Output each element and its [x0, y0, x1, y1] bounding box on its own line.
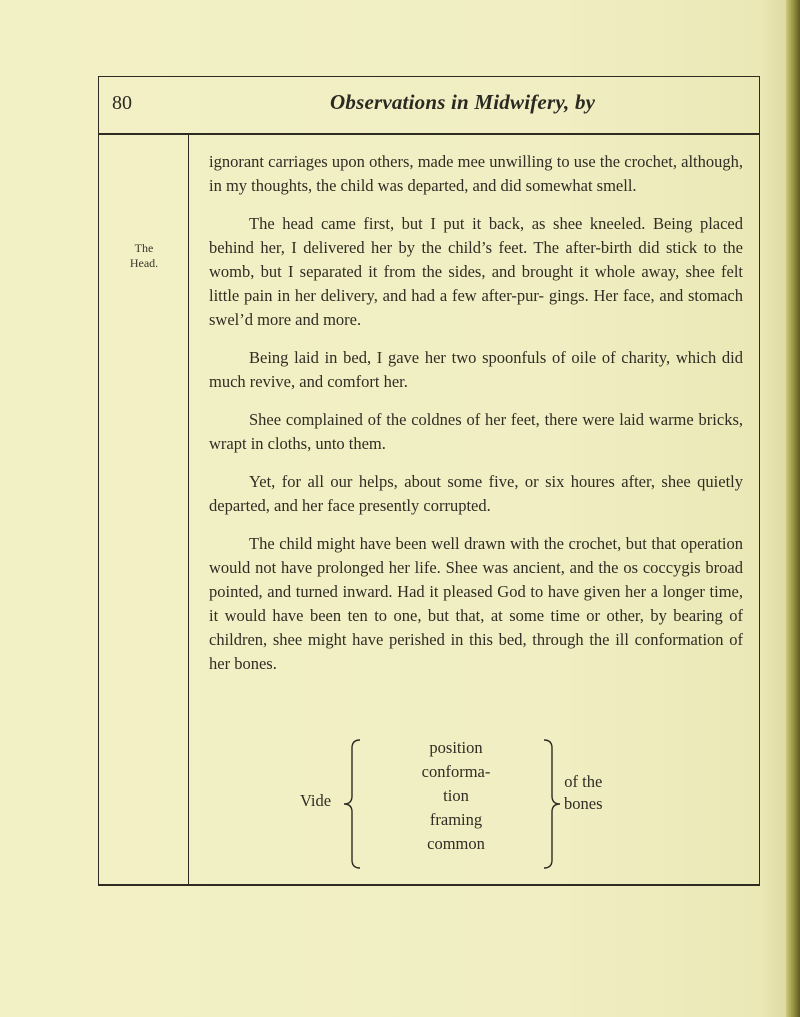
paragraph: The head came first, but I put it back, as shee kneeled. Being placed behind her, I delivered her by the child’s feet. The after-birth did stick to the womb, but I separated it from the sides, and brought it whole away, shee felt little pain in her delivery, and had a few after-pur- gings. Her face, and stomach swel’d more and more.: [209, 214, 743, 329]
margin-note: [112, 241, 176, 271]
bracket-list: [396, 736, 516, 856]
list-item: position: [429, 738, 483, 757]
list-item: common: [427, 834, 485, 853]
of-the-bones-label: [564, 771, 603, 815]
bones-line: bones: [564, 794, 603, 813]
bottom-rule: [98, 884, 760, 886]
paragraph: ignorant carriages upon others, made mee unwilling to use the crochet, although, in my thoughts, the child was departed, and did somewhat smell.: [209, 152, 743, 195]
page-edge: [786, 0, 800, 1017]
paragraph: Yet, for all our helps, about some five, or six houres after, shee quietly departed, and her face presently corrupted.: [209, 472, 743, 515]
paragraph: Being laid in bed, I gave her two spoonfuls of oile of charity, which did much revive, and comfort her.: [209, 348, 743, 391]
header-rule: [98, 133, 760, 135]
running-title: Observations in Midwifery, by: [330, 90, 596, 114]
body-text: [209, 150, 743, 690]
list-item: tion: [443, 786, 469, 805]
vide-label: Vide: [300, 791, 332, 810]
list-item: conforma-: [421, 762, 491, 781]
margin-note-line: Head.: [129, 256, 159, 270]
paragraph: The child might have been well drawn with the crochet, but that operation would not have prolonged her life. Shee was ancient, and the os coccygis broad pointed, and turned inward. Had it pleased God to have given her a longer time, it would have been ten to one, but that, at some time or other, by bearing of children, shee might have perished in this bed, through the ill conformation of her bones.: [209, 534, 743, 673]
of-the-line: of the: [564, 772, 603, 791]
right-border: [759, 76, 760, 886]
left-border: [98, 76, 99, 886]
margin-note-line: The: [134, 241, 154, 255]
page-number: 80: [112, 92, 132, 114]
right-brace: [540, 738, 564, 870]
paragraph: Shee complained of the coldnes of her feet, there were laid warme bricks, wrapt in cloths, unto them.: [209, 410, 743, 453]
bracket-diagram: [300, 736, 640, 876]
margin-divider: [188, 133, 189, 886]
list-item: framing: [429, 810, 483, 829]
left-brace: [340, 738, 364, 870]
top-rule: [98, 76, 760, 77]
